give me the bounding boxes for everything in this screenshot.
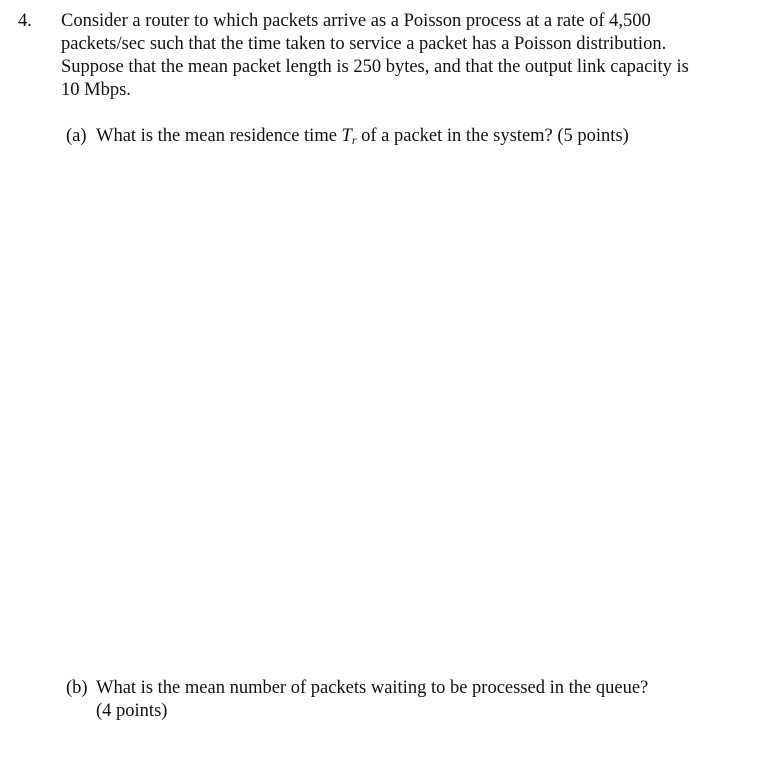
- question-number: 4.: [18, 11, 32, 31]
- stem-line: packets/sec such that the time taken to service a packet has a Poisson distribution.: [61, 34, 667, 54]
- part-a-label: (a): [66, 126, 87, 146]
- part-b-line1: What is the mean number of packets waiting to be processed in the queue?: [96, 678, 649, 698]
- part-a-text-after: of a packet in the system? (5 points): [356, 126, 629, 146]
- variable-subscript: r: [351, 133, 357, 147]
- stem-line: Suppose that the mean packet length is 250 bytes, and that the output link capacity is: [61, 57, 689, 77]
- part-a-text-before: What is the mean residence time: [96, 126, 342, 146]
- part-b-label: (b): [66, 678, 88, 698]
- variable-symbol: T: [341, 126, 352, 146]
- question-stem: [61, 10, 761, 102]
- part-b: [66, 677, 648, 723]
- residence-time-variable: [342, 126, 357, 146]
- part-b-line2: (4 points): [96, 701, 168, 721]
- stem-line: Consider a router to which packets arrive as a Poisson process at a rate of 4,500: [61, 11, 651, 31]
- stem-line: 10 Mbps.: [61, 80, 131, 100]
- part-a: [66, 125, 629, 148]
